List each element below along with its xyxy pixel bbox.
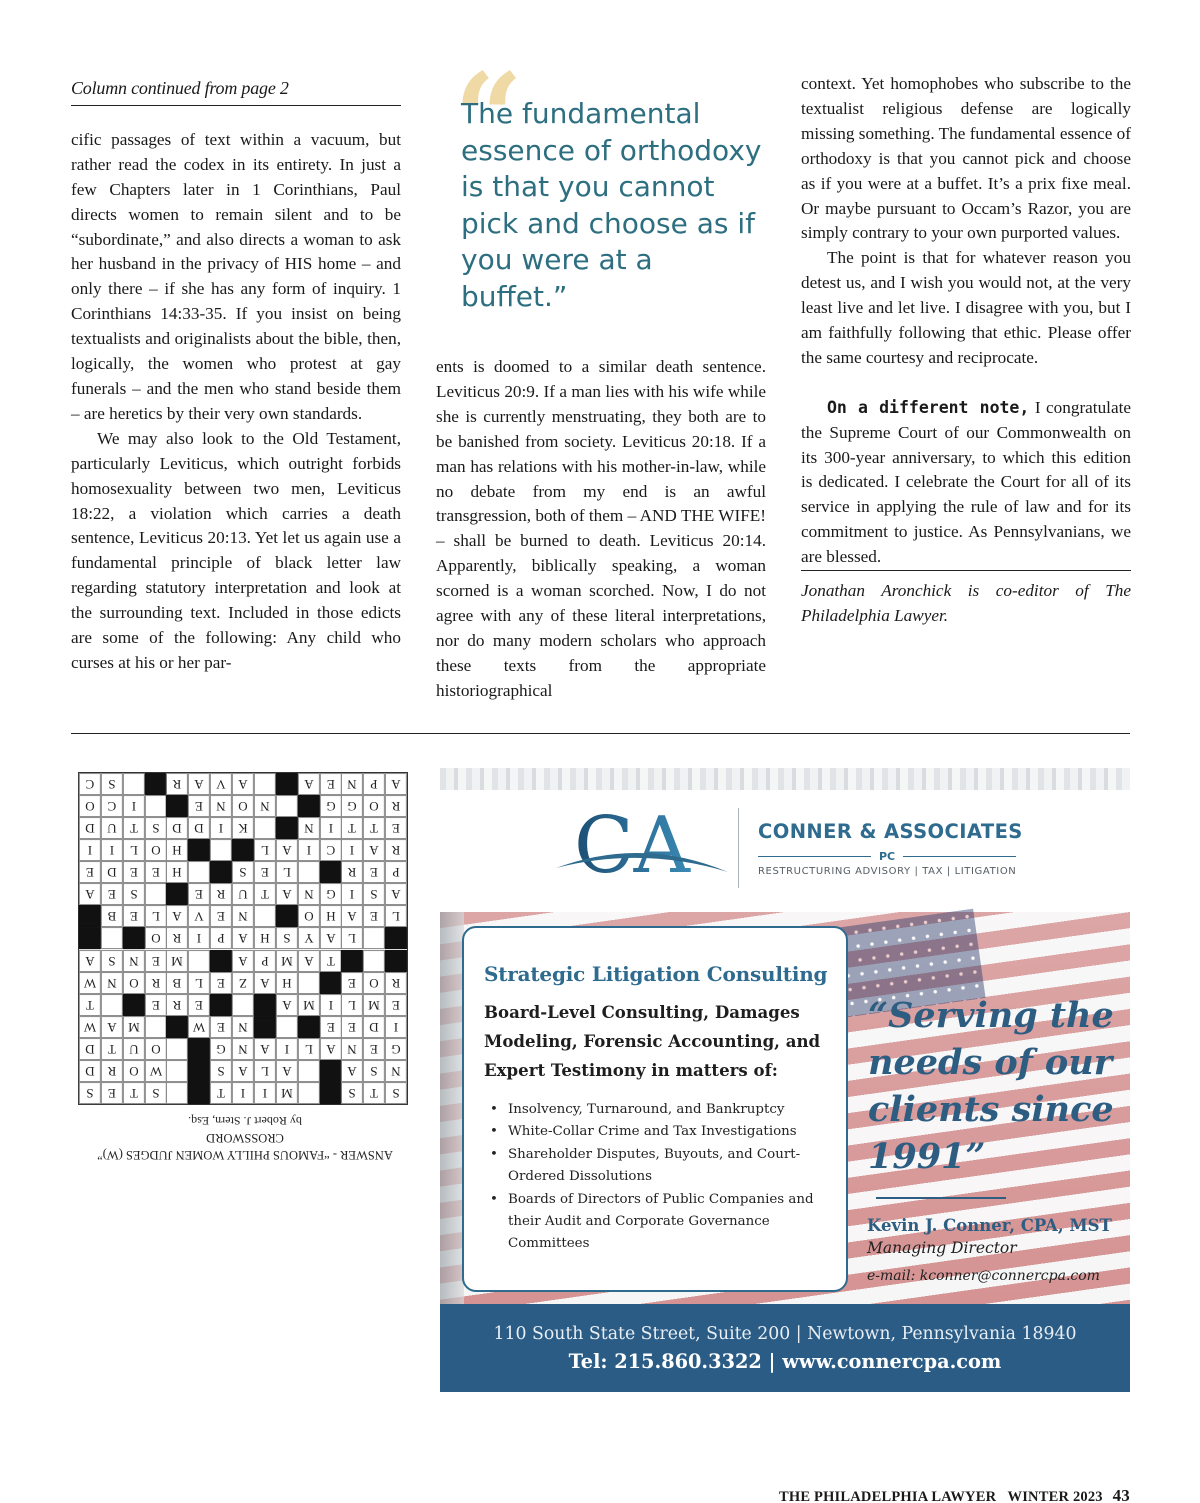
- article-column-1: [71, 72, 401, 676]
- crossword-cell: S: [363, 1060, 385, 1082]
- crossword-cell: I: [232, 1082, 254, 1104]
- conner-associates-ad: [440, 768, 1130, 1392]
- crossword-black-cell: [298, 1016, 320, 1038]
- page-number: 43: [1112, 1486, 1130, 1503]
- crossword-cell: [166, 1082, 188, 1104]
- crossword-cell: O: [123, 1060, 145, 1082]
- crossword-cell: D: [79, 1060, 101, 1082]
- crossword-black-cell: [298, 795, 320, 817]
- crossword-cell: [188, 861, 210, 883]
- crossword-cell: [363, 927, 385, 949]
- crossword-cell: L: [145, 905, 167, 927]
- crossword-cell: Y: [298, 927, 320, 949]
- crossword-black-cell: [276, 773, 298, 795]
- crossword-cell: [254, 773, 276, 795]
- crossword-cell: K: [232, 817, 254, 839]
- crossword-cell: V: [210, 773, 232, 795]
- crossword-cell: T: [101, 1038, 123, 1060]
- crossword-cell: E: [123, 861, 145, 883]
- crossword-cell: E: [363, 905, 385, 927]
- crossword-cell: R: [166, 994, 188, 1016]
- crossword-black-cell: [210, 994, 232, 1016]
- crossword-cell: A: [276, 994, 298, 1016]
- crossword-black-cell: [145, 773, 167, 795]
- card-title: Strategic Litigation Consulting: [484, 962, 828, 986]
- crossword-cell: [188, 950, 210, 972]
- card-subtitle: Board-Level Consulting, Damages Modeling, Forensic Accounting, and Expert Testimony in matters of:: [484, 1002, 821, 1080]
- crossword-cell: O: [145, 839, 167, 861]
- crossword-black-cell: [341, 950, 363, 972]
- crossword-cell: O: [298, 905, 320, 927]
- crossword-cell: O: [145, 927, 167, 949]
- ad-address: 110 South State Street, Suite 200 | Newtown, Pennsylvania 18940: [493, 1324, 1077, 1344]
- crossword-black-cell: [188, 1060, 210, 1082]
- crossword-cell: N: [341, 1038, 363, 1060]
- crossword-cell: A: [385, 883, 407, 905]
- ad-phone-website: Tel: 215.860.3322 | www.connercpa.com: [568, 1350, 1002, 1373]
- crossword-cell: A: [79, 950, 101, 972]
- crossword-cell: [298, 861, 320, 883]
- crossword-cell: S: [79, 1082, 101, 1104]
- crossword-caption-title: ANSWER - “FAMOUS PHILLY WOMEN JUDGES (W)” CROSSWORD: [97, 1131, 393, 1162]
- crossword-cell: L: [123, 839, 145, 861]
- firm-name: CONNER & ASSOCIATES: [758, 820, 1023, 843]
- crossword-cell: S: [385, 1082, 407, 1104]
- crossword-cell: E: [188, 795, 210, 817]
- crossword-cell: G: [320, 795, 342, 817]
- crossword-cell: R: [385, 972, 407, 994]
- crossword-cell: N: [341, 773, 363, 795]
- crossword-cell: U: [101, 817, 123, 839]
- crossword-cell: [298, 1060, 320, 1082]
- ad-photo-strip: [440, 768, 1130, 790]
- crossword-cell: N: [385, 1060, 407, 1082]
- note-text: I congratulate the Supreme Court of our Commonwealth on its 300-year anniversary, to which this edition is dedicated. I celebrate the Court for all of its service in applying the rule of law and for its commitment to justice. As Pennsylvanians, we are blessed.: [801, 397, 1131, 567]
- crossword-cell: H: [320, 905, 342, 927]
- crossword-cell: T: [123, 817, 145, 839]
- article-paragraph: cific passages of text within a vacuum, but rather read the codex in its entirety. In just a few Chapters later in 1 Corinthians, Paul directs women to remain silent and to be “subordinate,” and also directs a woman to ask her husband in the privacy of HIS home – and only there – if she has any form of inquiry. 1 Corinthians 14:33-35. If you insist on being textualists and originalists about the bible, then, logically, the women who protest at gay funerals – and the men who stand beside them – are heretics by their very own standards.: [71, 129, 401, 423]
- crossword-cell: I: [385, 1016, 407, 1038]
- crossword-cell: A: [101, 1016, 123, 1038]
- crossword-black-cell: [254, 1016, 276, 1038]
- crossword-black-cell: [320, 972, 342, 994]
- crossword-cell: T: [79, 994, 101, 1016]
- crossword-answer-grid: [78, 772, 408, 1105]
- crossword-cell: E: [145, 861, 167, 883]
- crossword-black-cell: [210, 950, 232, 972]
- crossword-black-cell: [79, 927, 101, 949]
- crossword-cell: Z: [232, 972, 254, 994]
- article-paragraph: We may also look to the Old Testament, particularly Leviticus, which outright forbids homosexuality between two men, Leviticus 18:22, a violation which carries a death sentence, Leviticus 20:13. Yet let us again use a fundamental principle of black letter law regarding statutory interpretation and look at the surrounding text. Included in those edicts are some of the following: Any child who curses at his or her par-: [71, 428, 401, 672]
- crossword-cell: E: [363, 1038, 385, 1060]
- pull-quote: [436, 47, 766, 355]
- crossword-cell: O: [123, 972, 145, 994]
- crossword-cell: D: [79, 1038, 101, 1060]
- crossword-cell: L: [254, 1060, 276, 1082]
- crossword-cell: U: [232, 883, 254, 905]
- crossword-cell: [101, 994, 123, 1016]
- crossword-cell: [298, 972, 320, 994]
- list-item: • White-Collar Crime and Tax Investigations: [484, 1121, 828, 1143]
- crossword-cell: A: [385, 773, 407, 795]
- crossword-cell: W: [188, 1016, 210, 1038]
- crossword-cell: I: [298, 839, 320, 861]
- crossword-cell: E: [145, 994, 167, 1016]
- crossword-cell: I: [341, 883, 363, 905]
- crossword-cell: L: [188, 972, 210, 994]
- crossword-cell: S: [145, 1082, 167, 1104]
- crossword-cell: C: [320, 839, 342, 861]
- services-list: [484, 1099, 846, 1256]
- crossword-cell: A: [166, 905, 188, 927]
- crossword-black-cell: [276, 817, 298, 839]
- crossword-cell: T: [363, 1082, 385, 1104]
- crossword-cell: [232, 994, 254, 1016]
- crossword-cell: A: [254, 1038, 276, 1060]
- crossword-cell: [254, 817, 276, 839]
- crossword-cell: N: [254, 795, 276, 817]
- ad-slogan: “Serving the needs of our clients since 1991”: [868, 995, 1114, 1177]
- crossword-cell: L: [276, 861, 298, 883]
- crossword-caption: [72, 1112, 418, 1163]
- crossword-cell: P: [363, 773, 385, 795]
- crossword-cell: N: [101, 972, 123, 994]
- crossword-cell: S: [101, 773, 123, 795]
- crossword-cell: A: [341, 905, 363, 927]
- crossword-cell: E: [210, 1016, 232, 1038]
- crossword-black-cell: [320, 1060, 342, 1082]
- crossword-cell: U: [123, 1038, 145, 1060]
- article-paragraph: ents is doomed to a similar death sentence. Leviticus 20:9. If a man lies with his wife while she is currently menstruating, they both are to be banished from society. Leviticus 20:18. If a man has relations with his mother-in-law, while no debate from my end is an awful transgression, both of them – AND THE WIFE! – shall be burned to death. Leviticus 20:14. Apparently, biblically speaking, a woman scorned is a woman scorched. Now, I do not agree with any of these literal interpretations, nor do many modern scholars who approach these texts from the appropriate historiographical: [436, 357, 766, 700]
- crossword-cell: [363, 950, 385, 972]
- crossword-cell: L: [341, 927, 363, 949]
- continued-note: Column continued from page 2: [71, 76, 401, 106]
- crossword-cell: A: [254, 972, 276, 994]
- crossword-cell: I: [101, 839, 123, 861]
- ad-footer: [440, 1304, 1130, 1392]
- crossword-cell: [276, 795, 298, 817]
- pull-quote-text: The fundamental essence of orthodoxy is that you cannot pick and choose as if you were at a buffet.”: [461, 97, 762, 313]
- article-column-2: [436, 47, 766, 704]
- crossword-cell: W: [79, 1016, 101, 1038]
- crossword-cell: M: [276, 950, 298, 972]
- crossword-cell: S: [210, 1060, 232, 1082]
- crossword-cell: R: [166, 773, 188, 795]
- crossword-cell: R: [166, 927, 188, 949]
- crossword-cell: S: [101, 950, 123, 972]
- crossword-black-cell: [188, 1038, 210, 1060]
- crossword-cell: T: [320, 950, 342, 972]
- crossword-black-cell: [166, 795, 188, 817]
- crossword-cell: E: [341, 1016, 363, 1038]
- list-item: • Shareholder Disputes, Buyouts, and Court-Ordered Dissolutions: [484, 1144, 828, 1189]
- crossword-cell: [145, 1016, 167, 1038]
- crossword-black-cell: [276, 905, 298, 927]
- list-item: • Insolvency, Turnaround, and Bankruptcy: [484, 1099, 828, 1121]
- ad-logo-divider: [738, 808, 739, 888]
- crossword-cell: A: [320, 927, 342, 949]
- contact-title: Managing Director: [867, 1239, 1017, 1257]
- contact-name: Kevin J. Conner, CPA, MST: [867, 1216, 1112, 1235]
- crossword-cell: E: [123, 905, 145, 927]
- crossword-cell: E: [188, 883, 210, 905]
- crossword-cell: H: [254, 927, 276, 949]
- crossword-cell: A: [298, 950, 320, 972]
- crossword-cell: A: [341, 1060, 363, 1082]
- crossword-black-cell: [320, 1082, 342, 1104]
- crossword-cell: E: [210, 905, 232, 927]
- crossword-cell: N: [232, 1016, 254, 1038]
- crossword-cell: [166, 1060, 188, 1082]
- crossword-cell: D: [79, 817, 101, 839]
- crossword-cell: O: [363, 795, 385, 817]
- crossword-cell: E: [254, 861, 276, 883]
- crossword-cell: R: [210, 883, 232, 905]
- crossword-cell: H: [166, 861, 188, 883]
- crossword-grid: [78, 772, 408, 1105]
- crossword-black-cell: [254, 994, 276, 1016]
- crossword-cell: L: [298, 1038, 320, 1060]
- crossword-cell: S: [341, 1082, 363, 1104]
- firm-suffix-row: [758, 848, 1016, 864]
- crossword-black-cell: [210, 861, 232, 883]
- crossword-black-cell: [320, 861, 342, 883]
- crossword-black-cell: [188, 839, 210, 861]
- crossword-cell: R: [101, 1060, 123, 1082]
- crossword-black-cell: [385, 950, 407, 972]
- crossword-cell: E: [101, 1082, 123, 1104]
- crossword-black-cell: [123, 927, 145, 949]
- crossword-cell: A: [232, 773, 254, 795]
- crossword-cell: I: [79, 839, 101, 861]
- crossword-cell: T: [363, 817, 385, 839]
- crossword-cell: I: [320, 817, 342, 839]
- crossword-cell: O: [363, 972, 385, 994]
- crossword-cell: G: [320, 883, 342, 905]
- crossword-cell: L: [385, 905, 407, 927]
- crossword-cell: I: [276, 1038, 298, 1060]
- ad-header: [440, 768, 1130, 912]
- crossword-cell: A: [298, 773, 320, 795]
- crossword-cell: D: [363, 1016, 385, 1038]
- crossword-cell: I: [210, 817, 232, 839]
- issue-name: WINTER 2023: [1007, 1489, 1103, 1503]
- crossword-cell: S: [232, 861, 254, 883]
- crossword-credit: by Robert J. Stern, Esq.: [188, 1114, 302, 1128]
- crossword-cell: [276, 1016, 298, 1038]
- crossword-cell: [210, 839, 232, 861]
- crossword-cell: E: [385, 994, 407, 1016]
- crossword-cell: B: [166, 972, 188, 994]
- page-folio: [779, 1486, 1130, 1503]
- crossword-cell: G: [210, 1038, 232, 1060]
- crossword-cell: I: [123, 795, 145, 817]
- crossword-cell: T: [254, 883, 276, 905]
- crossword-cell: G: [385, 1038, 407, 1060]
- crossword-cell: M: [166, 950, 188, 972]
- crossword-black-cell: [232, 839, 254, 861]
- crossword-cell: H: [276, 972, 298, 994]
- crossword-cell: N: [298, 883, 320, 905]
- crossword-cell: N: [232, 1038, 254, 1060]
- building-column-shade: [440, 912, 464, 1304]
- slogan-divider: [876, 1197, 1006, 1199]
- crossword-cell: [123, 773, 145, 795]
- crossword-cell: T: [123, 1082, 145, 1104]
- crossword-cell: D: [188, 817, 210, 839]
- crossword-cell: S: [363, 883, 385, 905]
- crossword-cell: E: [210, 972, 232, 994]
- crossword-black-cell: [79, 905, 101, 927]
- crossword-cell: E: [188, 994, 210, 1016]
- crossword-cell: V: [188, 905, 210, 927]
- list-item: • Boards of Directors of Public Companies and their Audit and Corporate Governance Committees: [484, 1189, 828, 1256]
- crossword-cell: C: [79, 773, 101, 795]
- crossword-cell: S: [123, 883, 145, 905]
- article-paragraph: [801, 396, 1131, 570]
- note-lead: On a different note,: [827, 397, 1030, 417]
- crossword-cell: A: [232, 927, 254, 949]
- crossword-cell: E: [145, 950, 167, 972]
- crossword-black-cell: [123, 994, 145, 1016]
- crossword-cell: [145, 883, 167, 905]
- crossword-cell: A: [320, 1038, 342, 1060]
- crossword-cell: M: [276, 1082, 298, 1104]
- firm-tagline: RESTRUCTURING ADVISORY | TAX | LITIGATION: [758, 866, 1017, 877]
- crossword-cell: N: [210, 795, 232, 817]
- crossword-cell: I: [254, 1082, 276, 1104]
- publication-name: THE PHILADELPHIA LAWYER: [778, 1489, 997, 1503]
- crossword-black-cell: [166, 1016, 188, 1038]
- crossword-cell: R: [145, 972, 167, 994]
- crossword-cell: W: [79, 972, 101, 994]
- crossword-cell: R: [385, 839, 407, 861]
- crossword-cell: D: [166, 817, 188, 839]
- crossword-cell: B: [101, 905, 123, 927]
- crossword-cell: N: [298, 817, 320, 839]
- crossword-cell: [101, 927, 123, 949]
- crossword-cell: A: [232, 950, 254, 972]
- crossword-cell: T: [210, 1082, 232, 1104]
- article-paragraph: context. Yet homophobes who subscribe to the textualist religious defense are logically missing something. The fundamental essence of orthodoxy is that you cannot pick and choose as if you were at a buffet. It’s a prix fixe meal. Or maybe pursuant to Occam’s Razor, you are simply contrary to your own purported values.: [801, 74, 1131, 243]
- crossword-cell: P: [254, 950, 276, 972]
- crossword-cell: M: [123, 1016, 145, 1038]
- crossword-cell: S: [145, 817, 167, 839]
- crossword-cell: C: [101, 795, 123, 817]
- crossword-cell: E: [341, 972, 363, 994]
- firm-suffix: PC: [878, 849, 896, 863]
- crossword-cell: N: [123, 950, 145, 972]
- crossword-cell: E: [101, 883, 123, 905]
- crossword-cell: M: [298, 994, 320, 1016]
- crossword-cell: I: [188, 927, 210, 949]
- crossword-cell: E: [79, 861, 101, 883]
- crossword-cell: [298, 1082, 320, 1104]
- crossword-cell: [166, 1038, 188, 1060]
- crossword-cell: E: [363, 861, 385, 883]
- crossword-cell: T: [341, 817, 363, 839]
- logo-letters: CA: [574, 806, 691, 890]
- crossword-cell: O: [79, 795, 101, 817]
- crossword-cell: L: [341, 994, 363, 1016]
- crossword-black-cell: [385, 927, 407, 949]
- quote-mark-icon: “: [454, 47, 524, 188]
- crossword-cell: [145, 795, 167, 817]
- crossword-cell: A: [276, 1060, 298, 1082]
- crossword-cell: L: [254, 839, 276, 861]
- crossword-cell: A: [276, 883, 298, 905]
- crossword-cell: A: [188, 773, 210, 795]
- crossword-black-cell: [188, 1082, 210, 1104]
- article-paragraph: The point is that for whatever reason you detest us, and I wish you would not, at the very least live and let live. I disagree with you, but I am faithfully following that ethic. Please offer the same courtesy and reciprocate.: [801, 248, 1131, 367]
- contact-email: e-mail: kconner@connercpa.com: [867, 1268, 1100, 1284]
- crossword-cell: D: [101, 861, 123, 883]
- crossword-cell: S: [276, 927, 298, 949]
- crossword-cell: A: [79, 883, 101, 905]
- crossword-cell: P: [210, 927, 232, 949]
- crossword-black-cell: [166, 883, 188, 905]
- crossword-cell: N: [232, 905, 254, 927]
- crossword-cell: W: [145, 1060, 167, 1082]
- section-divider: [71, 733, 1130, 734]
- crossword-cell: R: [341, 861, 363, 883]
- services-card: [462, 926, 848, 1292]
- crossword-cell: P: [385, 861, 407, 883]
- crossword-cell: H: [166, 839, 188, 861]
- crossword-cell: [254, 905, 276, 927]
- crossword-cell: A: [276, 839, 298, 861]
- crossword-cell: E: [320, 773, 342, 795]
- crossword-cell: M: [363, 994, 385, 1016]
- author-byline: Jonathan Aronchick is co-editor of The Philadelphia Lawyer.: [801, 570, 1131, 629]
- crossword-cell: I: [320, 994, 342, 1016]
- crossword-cell: O: [145, 1038, 167, 1060]
- crossword-cell: A: [232, 1060, 254, 1082]
- crossword-cell: O: [232, 795, 254, 817]
- crossword-cell: E: [385, 817, 407, 839]
- crossword-cell: G: [341, 795, 363, 817]
- article-column-3: [801, 72, 1131, 629]
- crossword-cell: A: [363, 839, 385, 861]
- crossword-cell: R: [385, 795, 407, 817]
- crossword-cell: I: [341, 839, 363, 861]
- crossword-cell: E: [320, 1016, 342, 1038]
- conner-logo-icon: [552, 806, 732, 890]
